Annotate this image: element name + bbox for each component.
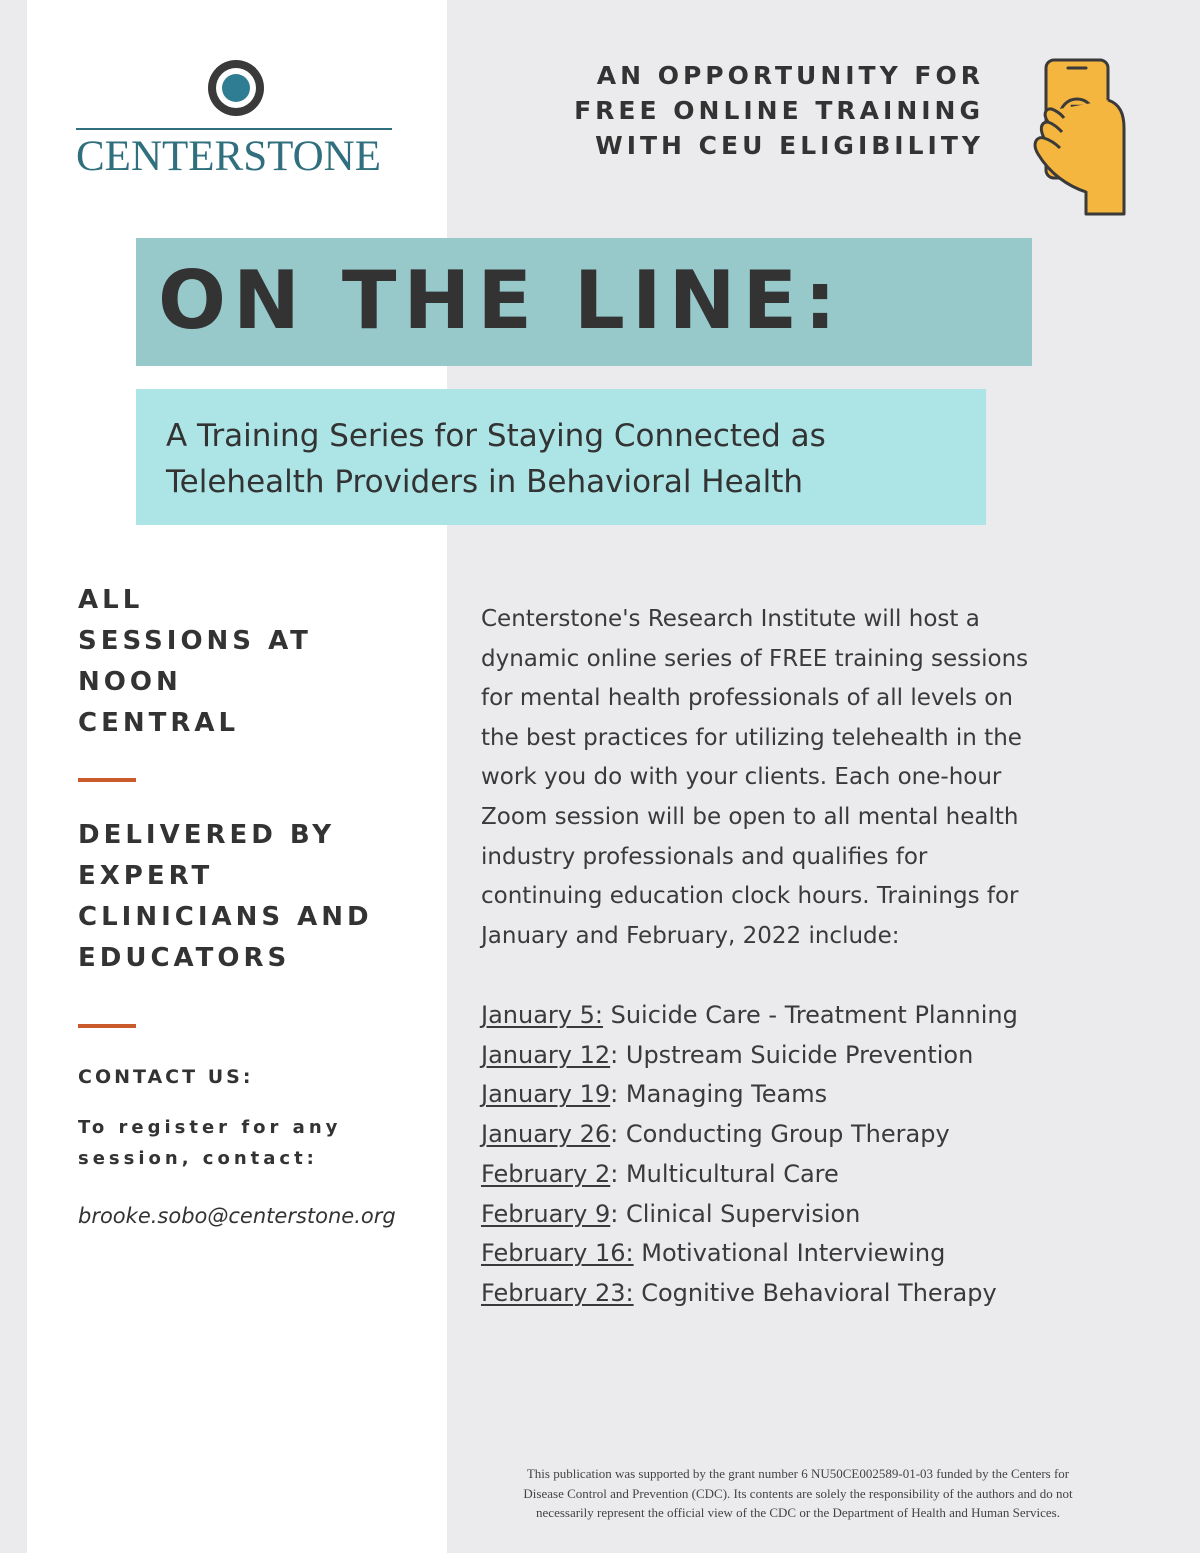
intro-line: Zoom session will be open to all mental health — [481, 803, 1019, 830]
session-title: : Clinical Supervision — [610, 1199, 861, 1228]
session-item — [481, 1195, 1161, 1235]
sessions-time-line: CENTRAL — [78, 708, 240, 738]
subtitle-banner — [136, 389, 986, 525]
subtitle-line: A Training Series for Staying Connected as — [166, 418, 826, 454]
section-divider — [78, 1024, 136, 1028]
footnote-line: necessarily represent the official view of the CDC or the Department of Health and Human Services. — [536, 1505, 1060, 1520]
page-title: ON THE LINE: — [158, 254, 844, 347]
sessions-time-line: SESSIONS AT — [78, 626, 312, 656]
session-date: February 16: — [481, 1239, 634, 1268]
session-title: : Multicultural Care — [610, 1159, 839, 1188]
sessions-time-heading — [78, 580, 438, 744]
tagline — [574, 58, 984, 163]
session-title: Suicide Care - Treatment Planning — [602, 1001, 1018, 1029]
contact-heading: CONTACT US: — [78, 1066, 254, 1088]
delivered-by-line: EXPERT — [78, 861, 214, 891]
delivered-by-heading — [78, 815, 438, 979]
session-item — [481, 1115, 1161, 1155]
subtitle — [166, 413, 826, 505]
session-date: January 12 — [481, 1040, 611, 1069]
intro-line: continuing education clock hours. Trainings for — [481, 883, 1019, 910]
intro-line: for mental health professionals of all levels on — [481, 685, 1013, 712]
session-title: Cognitive Behavioral Therapy — [633, 1278, 997, 1307]
sessions-time-line: ALL — [78, 585, 144, 615]
delivered-by-line: EDUCATORS — [78, 943, 291, 973]
logo-rule — [76, 128, 392, 130]
section-divider — [78, 778, 136, 782]
intro-line: the best practices for utilizing telehealth in the — [481, 724, 1022, 751]
session-item — [481, 1274, 1161, 1314]
contact-email-link[interactable]: brooke.sobo@centerstone.org — [78, 1204, 396, 1228]
sessions-time-line: NOON — [78, 667, 182, 697]
footnote-line: Disease Control and Prevention (CDC). Its contents are solely the responsibility of the authors and do not — [523, 1485, 1073, 1501]
session-item — [481, 1234, 1161, 1274]
logo-wordmark: CENTERSTONE — [76, 133, 381, 180]
register-instructions — [78, 1112, 438, 1174]
session-title: : Conducting Group Therapy — [610, 1120, 950, 1149]
hand-holding-phone-medical-icon — [1028, 56, 1128, 220]
session-item — [481, 1075, 1161, 1115]
tagline-line: WITH CEU ELIGIBILITY — [595, 131, 984, 160]
centerstone-compass-logo-icon — [206, 58, 266, 118]
session-date: January 19 — [481, 1080, 611, 1109]
delivered-by-line: CLINICIANS AND — [78, 902, 373, 932]
intro-line: Centerstone's Research Institute will host a — [481, 606, 980, 632]
intro-line: dynamic online series of FREE training sessions — [481, 645, 1029, 672]
session-date: January 5: — [481, 1001, 603, 1029]
session-date: February 2 — [481, 1159, 611, 1188]
register-line: To register for any — [78, 1117, 342, 1138]
footnote-line: This publication was supported by the grant number 6 NU50CE002589-01-03 funded by the Centers for — [526, 1466, 1070, 1481]
session-item — [481, 1155, 1161, 1195]
page-left-margin — [0, 0, 27, 1553]
register-line: session, contact: — [78, 1148, 318, 1169]
session-title: Motivational Interviewing — [633, 1239, 946, 1268]
session-date: January 26 — [481, 1120, 611, 1149]
tagline-line: FREE ONLINE TRAINING — [574, 96, 984, 125]
title-banner — [136, 238, 1032, 366]
intro-paragraph — [481, 600, 1161, 956]
delivered-by-line: DELIVERED BY — [78, 820, 336, 850]
session-date: February 23: — [481, 1278, 634, 1307]
session-date: February 9 — [481, 1199, 611, 1228]
tagline-line: AN OPPORTUNITY FOR — [596, 61, 984, 90]
session-title: : Upstream Suicide Prevention — [610, 1040, 974, 1069]
intro-line: work you do with your clients. Each one-hour — [481, 764, 1002, 791]
intro-line: industry professionals and qualifies for — [481, 843, 928, 870]
subtitle-line: Telehealth Providers in Behavioral Health — [166, 464, 804, 500]
session-item — [481, 1036, 1161, 1076]
funding-footnote — [468, 1464, 1128, 1523]
session-item — [481, 996, 1161, 1036]
session-title: : Managing Teams — [610, 1080, 828, 1109]
sidebar — [78, 580, 438, 1228]
session-schedule — [481, 996, 1161, 1314]
intro-line: January and February, 2022 include: — [481, 922, 900, 949]
